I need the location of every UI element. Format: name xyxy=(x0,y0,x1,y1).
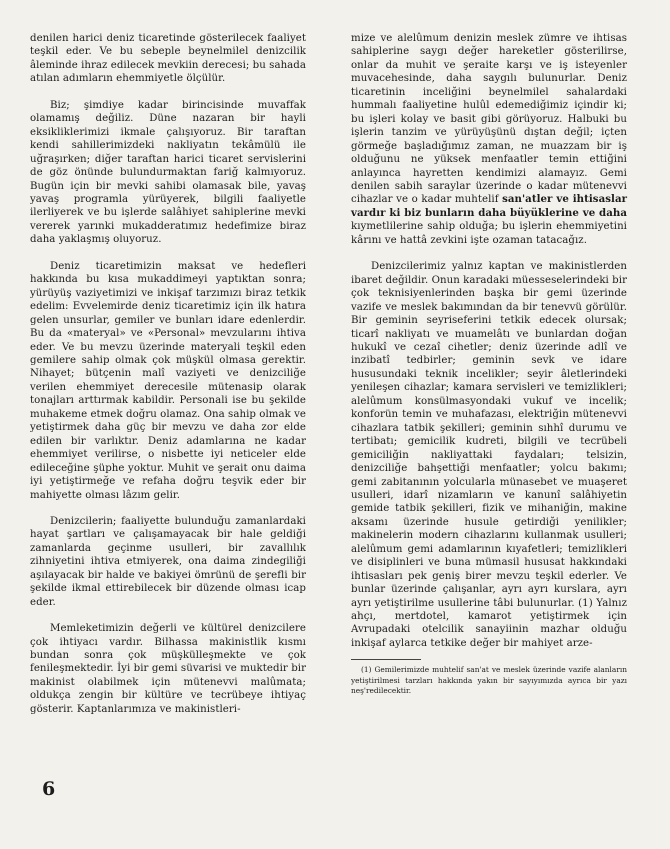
paragraph-text: kıymetlilerine sahip olduğa; bu işlerin ehemmiyetini kârını ve hattâ zevkini işte ozaman tatacağız. xyxy=(351,221,627,246)
paragraph: Denizcilerimiz yalnız kaptan ve makinistlerden ibaret değildir. Onun karadaki müesseselerindeki bir çok teknisiyenlerinden başka bir gemi üzerinde vazife ve meslek bakımından da bir tenevvü görülür. Bir geminin seyriseferini tetkik edecek olursak; ticarî nakliyatı ve muamelâtı ve bunlardan doğan hukukî ve cezaî cihetler; deniz üzerinde adlî ve inzibatî tedbirler; geminin sevk ve idare hususundaki teknik incelikler; seyir âletlerindeki yenileşen cihazlar; kamara servisleri ve temizlikleri; alelûmum konsülmasyondaki vukuf ve incelik; konforün temin ve muhafazası, elektriğin mütenevvi cihazlara tatbik şekilleri; geminin sıhhî durumu ve tertibatı; gemicilik kudreti, bilgili ve tecrübeli gemiciliğin nakliyattaki faydaları; telsizin, denizciliğe bahşettiği menfaatler; yolcu bakımı; gemi zabitanının yolcularla münasebet ve muaşeret usulleri, idarî nizamların ve kanunî salâhiyetin gemide tatbik şekilleri, fizik ve mihaniğin, makine aksamı üzerinde husule getirdiği yenilikler; makinelerin modern cihazlarını kullanmak usulleri; alelûmum gemi adamlarının kıyafetleri; temizlikleri ve disiplinleri ve buna mümasil hususat hakkındaki ihtisasları pek geniş birer mevzu teşkil ederler. Ve bunlar üzerinde çalışanlar, ayrı ayrı kurslara, ayrı ayrı yetiştirilme usullerine tâbi bulunurlar. (1) Yalnız ahçı, mertdotel, kamarot yetiştirmek için Avrupadaki otelcilik sanayiinin mazhar olduğu inkişaf aylarca tetkike değer bir mahiyet arze- xyxy=(351,261,627,649)
paragraph: Denizcilerin; faaliyette bulunduğu zamanlardaki hayat şartları ve çalışamayacak bir hale geldiği zamanlarda geçinme usulleri, bir zavallılık zihniyetini ihtiva etmiyerek, ona daima zindegiliği aşılayacak bir halde ve bakiyei ömrünü de şerefli bir şekilde ikmal ettirebilecek bir düzende olması icap eder. xyxy=(30,515,306,608)
paragraph: Biz; şimdiye kadar birincisinde muvaffak olamamış değiliz. Düne nazaran bir hayli eksikliklerimizi ikmale çalışıyoruz. Bir taraftan kendi sahillerimizdeki nakliyatın tekâmülü ile uğraşırken; diğer taraftan harici ticaret servislerini de göz önünde bulundurmaktan fariğ kalmıyoruz. Bugün için bir mevki sahibi olamasak bile, yavaş yavaş programla yürüyerek, bilgili faaliyetle ilerliyerek ve bu işlerde salâhiyet sahiplerine mevki vererek yarınki mukadderatımız hedefimize biraz daha yaklaşmış oluyoruz. xyxy=(30,99,306,246)
left-column xyxy=(30,32,306,716)
paragraph: Memleketimizin değerli ve kültürel denizcilere çok ihtiyacı vardır. Bilhassa makinistlik kısmı bundan sonra çok müşkülleşmekte ve çok fenileşmektedir. İyi bir gemi süvarisi ve muktedir bir makinist olabilmek için mütenevvi malûmata; oldukça zengin bir kültüre ve tecrübeye ihtiyaç gösterir. Kaptanlarımıza ve makinistleri- xyxy=(30,623,306,715)
page-number: 6 xyxy=(42,778,56,800)
footnote-divider xyxy=(351,659,421,660)
right-column xyxy=(351,32,627,696)
paragraph xyxy=(351,32,627,247)
paragraph-text: mize ve alelûmum denizin meslek zümre ve ihtisas sahiplerine saygı değer hareketler gösterilirse, onlar da muhit ve şeraite karşı ve iş isteyenler muvacehesinde, daha saygılı bulunurlar. Deniz ticaretinin inceliğini beynelmilel sahalardaki hummalı faaliyetine hulûl edemediğimiz içindir ki; bu işleri kolay ve basit gibi görüyoruz. Halbuki bu işlerin tanzim ve yürüyüşünü dıştan değil; içten görmeğe başladığımız zaman, ne muazzam bir iş olduğunu ne yüksek menfaatler temin ettiğini anlayınca hayretten kendimizi alamayız. Gemi denilen sabih saraylar üzerinde o kadar mütenevvi cihazlar ve o kadar muhtelif xyxy=(351,33,627,206)
footnote: (1) Gemilerimizde muhtelif san'at ve meslek üzerinde vazife alanların yetiştirilmesi tarzları hakkında yakın bir sayıyımızda ayrıca bir yazı neş'redilecektir. xyxy=(351,665,627,695)
bold-emphasis: san'atler ve ihtisaslar vardır ki biz bunların daha büyüklerine ve daha xyxy=(351,193,628,219)
paragraph: Deniz ticaretimizin maksat ve hedefleri hakkında bu kısa mukaddimeyi yaptıktan sonra; yürüyüş vaziyetimizi ve inkişaf tarzımızı biraz tetkik edelim: Evvelemirde deniz ticaretimiz için ilk hatıra gelen unsurlar, gemiler ve bunları idare edenlerdir. Bu da «materyal» ve «Personal» mevzularını ihtiva eder. Ve bu mevzu üzerinde materyali teşkil eden gemilere sahip olmak çok müşkül olmasa gerektir. Nihayet; bütçenin malî vaziyeti ve denizciliğe verilen ehemmiyet derecesile mütenasip olarak tonajları arttırmak kabildir. Personali ise bu şekilde muhakeme etmek doğru olamaz. Ona sahip olmak ve yetiştirmek daha güç bir mevzu ve daha zor elde edilen bir varlıktır. Deniz adamlarına ne kadar ehemmiyet verilirse, o nisbette iyi neticeler elde edileceğine şüphe yoktur. Muhit ve şerait onu daima iyi yetiştirmeğe ve refaha doğru teşvik eder bir mahiyette olması lâzım gelir. xyxy=(30,260,306,501)
paragraph: denilen harici deniz ticaretinde gösterilecek faaliyet teşkil eder. Ve bu sebeple beynelmilel denizcilik âleminde ihraz edilecek mevkiin derecesi; bu sahada atılan adımların ehemmiyetle ölçülür. xyxy=(30,33,306,85)
